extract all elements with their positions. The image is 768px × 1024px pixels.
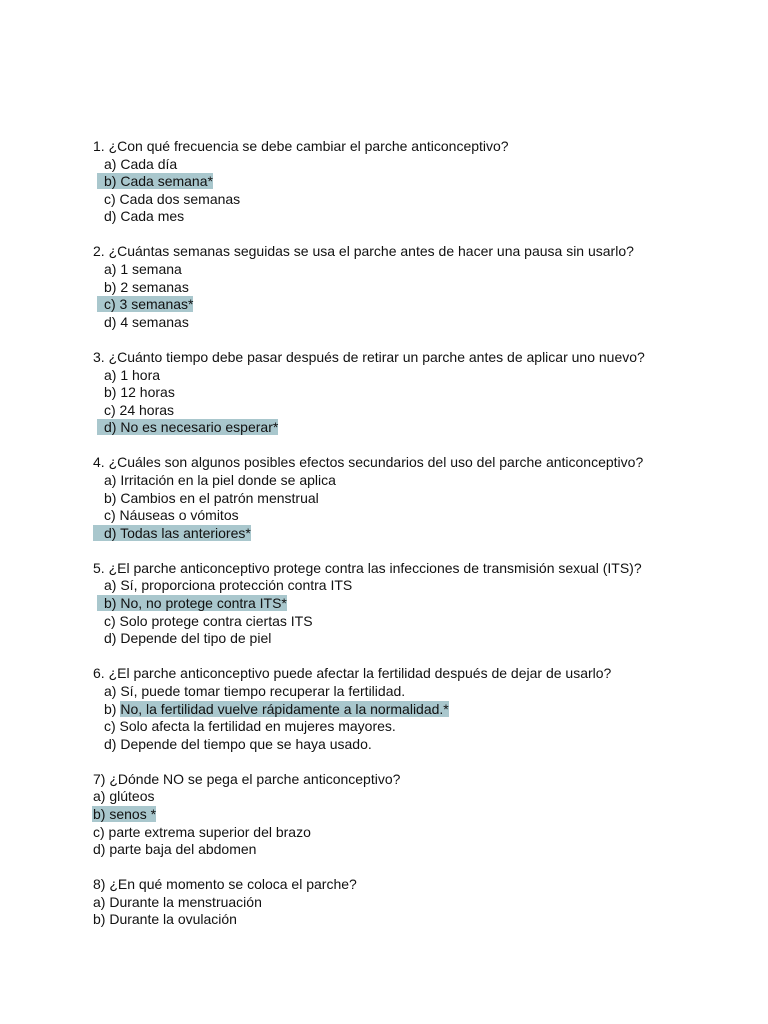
option-label: a) glúteos <box>93 788 155 805</box>
option-a <box>93 683 733 701</box>
option-c <box>93 613 733 631</box>
option-label: b) 12 horas <box>104 384 175 401</box>
option-label: a) Cada día <box>104 155 178 172</box>
question-text: 7) ¿Dónde NO se pega el parche anticonceptivo? <box>93 770 401 787</box>
answer-highlight: No, la fertilidad vuelve rápidamente a la normalidad.* <box>120 700 449 717</box>
answer-highlight: b) senos * <box>93 806 157 822</box>
option-c <box>93 402 733 420</box>
option-c <box>93 718 733 736</box>
option-a <box>93 788 733 806</box>
option-prefix: b) <box>104 700 121 717</box>
option-b-correct <box>93 173 733 191</box>
option-b-correct <box>93 701 733 719</box>
option-label: c) Náuseas o vómitos <box>104 507 239 524</box>
question-5 <box>93 560 733 648</box>
question-text: 4. ¿Cuáles son algunos posibles efectos secundarios del uso del parche anticonceptivo? <box>93 454 644 471</box>
option-a <box>93 894 733 912</box>
option-label: c) Solo protege contra ciertas ITS <box>104 612 313 629</box>
option-b-correct <box>93 806 733 824</box>
question-7 <box>93 771 733 859</box>
question-6 <box>93 665 733 753</box>
question-text: 2. ¿Cuántas semanas seguidas se usa el parche antes de hacer una pausa sin usarlo? <box>93 243 634 260</box>
option-label: d) 4 semanas <box>104 313 189 330</box>
answer-highlight: c) 3 semanas* <box>97 296 193 312</box>
option-a <box>93 367 733 385</box>
question-text: 1. ¿Con qué frecuencia se debe cambiar el parche anticonceptivo? <box>93 138 509 154</box>
option-label: d) Depende del tipo de piel <box>104 630 272 647</box>
option-c <box>93 824 733 842</box>
option-b <box>93 911 733 929</box>
option-b-correct <box>93 595 733 613</box>
option-a <box>93 577 733 595</box>
option-d <box>93 736 733 754</box>
question-2 <box>93 243 733 331</box>
option-c <box>93 191 733 209</box>
option-a <box>93 472 733 490</box>
question-3 <box>93 349 733 437</box>
question-4 <box>93 454 733 542</box>
option-label: b) Cambios en el patrón menstrual <box>104 489 319 506</box>
option-b <box>93 384 733 402</box>
option-label: c) parte extrema superior del brazo <box>93 823 311 840</box>
answer-highlight: d) No es necesario esperar* <box>97 419 278 435</box>
option-d <box>93 208 733 226</box>
option-label: a) Sí, proporciona protección contra ITS <box>104 577 353 594</box>
answer-highlight: b) Cada semana* <box>97 173 213 189</box>
option-d-correct <box>93 525 733 543</box>
question-1 <box>93 138 733 226</box>
option-c <box>93 507 733 525</box>
option-label: a) Durante la menstruación <box>93 893 262 910</box>
option-label: d) Depende del tiempo que se haya usado. <box>104 735 372 752</box>
question-text: 8) ¿En qué momento se coloca el parche? <box>93 876 357 893</box>
option-label: d) parte baja del abdomen <box>93 841 257 858</box>
question-text: 6. ¿El parche anticonceptivo puede afectar la fertilidad después de dejar de usarlo? <box>93 665 612 682</box>
option-label: a) 1 hora <box>104 366 161 383</box>
question-text: 3. ¿Cuánto tiempo debe pasar después de retirar un parche antes de aplicar uno nuevo? <box>93 348 645 365</box>
option-label: d) Cada mes <box>104 208 185 225</box>
option-label: b) 2 semanas <box>104 278 189 295</box>
option-label: a) Sí, puede tomar tiempo recuperar la fertilidad. <box>104 682 406 699</box>
option-label: c) Solo afecta la fertilidad en mujeres mayores. <box>104 718 396 735</box>
option-c-correct <box>93 296 733 314</box>
option-label: c) 24 horas <box>104 401 175 418</box>
option-d <box>93 630 733 648</box>
option-label: a) 1 semana <box>104 261 182 278</box>
option-d <box>93 314 733 332</box>
option-a <box>93 156 733 174</box>
answer-highlight: b) No, no protege contra ITS* <box>97 595 287 611</box>
question-8 <box>93 876 733 929</box>
option-label: c) Cada dos semanas <box>104 190 241 207</box>
quiz-document <box>93 138 733 947</box>
option-label: a) Irritación en la piel donde se aplica <box>104 472 336 488</box>
option-label: b) Durante la ovulación <box>93 911 237 928</box>
option-d-correct <box>93 419 733 437</box>
answer-highlight: d) Todas las anteriores* <box>93 525 251 541</box>
question-text: 5. ¿El parche anticonceptivo protege contra las infecciones de transmisión sexual (ITS)? <box>93 559 642 576</box>
option-a <box>93 261 733 279</box>
option-b <box>93 279 733 297</box>
option-b <box>93 490 733 508</box>
option-d <box>93 841 733 859</box>
